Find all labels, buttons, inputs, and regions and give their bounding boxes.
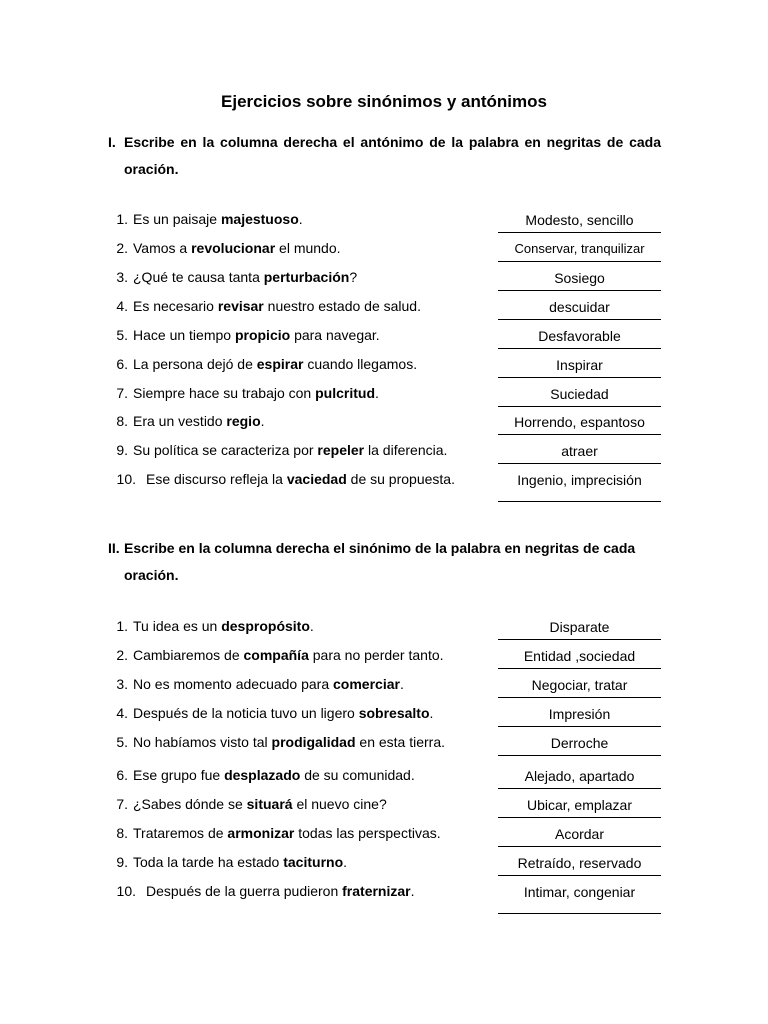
item-number: 7. [116,796,128,812]
sentence-text-after: para no perder tanto. [308,647,444,663]
bold-keyword: despropósito [221,618,310,634]
item-sentence [133,767,415,783]
list-item [0,442,768,462]
list-item [0,356,768,376]
sentence-text-before: Era un vestido [133,413,227,429]
sentence-text-before: Trataremos de [133,825,228,841]
answer-field[interactable]: Ubicar, emplazar [526,797,633,813]
sentence-text-before: Cambiaremos de [133,647,244,663]
answer-field[interactable]: Sosiego [554,270,605,286]
section-1-instruction [108,129,661,183]
item-sentence [133,796,387,812]
item-sentence [133,298,421,314]
item-sentence [133,854,347,870]
sentence-text-before: No es momento adecuado para [133,676,334,692]
answer-field[interactable]: Desfavorable [538,328,621,344]
bold-keyword: taciturno [283,854,344,870]
section-2-instruction [108,535,661,589]
item-number: 2. [116,240,128,256]
item-number: 8. [116,413,128,429]
item-number: 4. [116,705,128,721]
item-number: 3. [116,676,128,692]
bold-keyword: compañía [243,647,309,663]
sentence-text-after: . [298,211,303,227]
answer-underline [498,817,661,818]
list-item [0,413,768,433]
item-number: 6. [116,767,128,783]
answer-underline [498,875,661,876]
sentence-text-after: . [260,413,265,429]
list-item [0,385,768,405]
list-item [0,240,768,260]
page-title: Ejercicios sobre sinónimos y antónimos [221,92,547,111]
item-sentence [133,676,404,692]
answer-underline [498,639,661,640]
list-item [0,298,768,318]
sentence-text-after: en esta tierra. [355,734,446,750]
answer-field[interactable]: Modesto, sencillo [525,212,634,228]
answer-field[interactable]: Alejado, apartado [524,768,635,784]
sentence-text-before: Siempre hace su trabajo con [133,385,316,401]
answer-underline [498,846,661,847]
bold-keyword: prodigalidad [271,734,356,750]
item-number: 9. [116,442,128,458]
section-1-number: I. [108,134,116,150]
answer-underline [498,668,661,669]
item-sentence [146,471,455,487]
list-item [0,618,768,638]
bold-keyword: armonizar [227,825,295,841]
bold-keyword: desplazado [224,767,301,783]
item-sentence [133,618,314,634]
item-sentence [133,327,380,343]
list-item [0,327,768,347]
answer-field[interactable]: Inspirar [556,357,603,373]
item-sentence [133,442,447,458]
sentence-text-before: No habíamos visto tal [133,734,272,750]
sentence-text-before: ¿Qué te causa tanta [133,269,264,285]
sentence-text-before: Hace un tiempo [133,327,235,343]
sentence-text-after: . [429,705,434,721]
item-number: 1. [116,211,128,227]
sentence-text-before: Tu idea es un [133,618,222,634]
list-item [0,767,768,787]
sentence-text-before: La persona dejó de [133,356,257,372]
item-number: 2. [116,647,128,663]
item-number: 8. [116,825,128,841]
sentence-text-before: Toda la tarde ha estado [133,854,284,870]
bold-keyword: revisar [217,298,264,314]
item-sentence [133,211,303,227]
sentence-text-before: Después de la guerra pudieron [146,883,343,899]
list-item [0,883,768,903]
sentence-text-before: Es necesario [133,298,218,314]
item-sentence [133,734,445,750]
answer-field[interactable]: Intimar, congeniar [523,884,636,900]
item-number: 5. [116,327,128,343]
list-item [0,825,768,845]
item-number: 5. [116,734,128,750]
item-sentence [133,413,265,429]
answer-underline [498,726,661,727]
sentence-text-after: . [399,676,404,692]
section-2-number: II. [108,540,120,556]
sentence-text-after: para navegar. [290,327,380,343]
list-item [0,676,768,696]
bold-keyword: pulcritud [315,385,375,401]
sentence-text-after: ? [349,269,358,285]
answer-underline [498,755,661,756]
item-sentence [133,705,433,721]
answer-underline [498,788,661,789]
answer-field[interactable]: Acordar [554,826,605,842]
item-sentence [133,240,341,256]
answer-underline [498,232,661,233]
list-item [0,854,768,874]
answer-field[interactable]: Entidad ,sociedad [523,648,636,664]
answer-field[interactable]: atraer [561,443,598,459]
sentence-text-after: . [343,854,348,870]
answer-underline [498,463,661,464]
answer-underline [498,290,661,291]
answer-field[interactable]: Conservar, tranquilizar [514,241,645,256]
sentence-text-after: nuestro estado de salud. [263,298,421,314]
list-item [0,269,768,289]
bold-keyword: regio [226,413,261,429]
sentence-text-after: . [309,618,314,634]
answer-underline [498,501,661,502]
sentence-text-after: . [375,385,379,401]
answer-field[interactable]: Suciedad [550,386,609,402]
answer-field[interactable]: Impresión [548,706,611,722]
sentence-text-after: . [410,883,415,899]
item-number: 9. [116,854,128,870]
list-item [0,705,768,725]
item-sentence [133,385,379,401]
sentence-text-before: Vamos a [133,240,192,256]
answer-underline [498,319,661,320]
answer-underline [498,377,661,378]
answer-underline [498,348,661,349]
sentence-text-after: el mundo. [275,240,341,256]
sentence-text-after: cuando llegamos. [303,356,418,372]
bold-keyword: fraternizar [342,883,411,899]
item-sentence [133,647,444,663]
item-number: 10. [116,471,136,487]
item-number: 6. [116,356,128,372]
item-number: 7. [116,385,128,401]
sentence-text-before: Ese grupo fue [133,767,225,783]
item-number: 1. [116,618,128,634]
list-item [0,647,768,667]
answer-underline [498,697,661,698]
answer-field[interactable]: Ingenio, imprecisión [517,472,642,488]
bold-keyword: sobresalto [358,705,430,721]
section-1-instruction-text: Escribe en la columna derecha el antónimo de la palabra en negritas de cada oración. [124,134,661,177]
answer-field[interactable]: descuidar [549,299,610,315]
answer-underline [498,434,661,435]
bold-keyword: comerciar [333,676,400,692]
list-item [0,211,768,231]
sentence-text-after: el nuevo cine? [292,796,387,812]
list-item [0,734,768,754]
answer-underline [498,913,661,914]
bold-keyword: repeler [317,442,365,458]
sentence-text-before: Después de la noticia tuvo un ligero [133,705,359,721]
answer-field[interactable]: Disparate [549,619,610,635]
item-sentence [133,825,441,841]
bold-keyword: perturbación [263,269,350,285]
bold-keyword: espirar [256,356,304,372]
answer-field[interactable]: Retraído, reservado [517,855,642,871]
item-sentence [133,269,357,285]
sentence-text-after: de su propuesta. [346,471,455,487]
bold-keyword: revolucionar [191,240,276,256]
item-number: 3. [116,269,128,285]
sentence-text-after: todas las perspectivas. [294,825,441,841]
sentence-text-before: Es un paisaje [133,211,221,227]
sentence-text-before: Ese discurso refleja la [146,471,287,487]
sentence-text-before: Su política se caracteriza por [133,442,318,458]
item-sentence [133,356,417,372]
item-number: 10. [116,883,136,899]
item-sentence [146,883,415,899]
answer-underline [498,406,661,407]
list-item [0,471,768,491]
bold-keyword: majestuoso [220,211,299,227]
answer-field[interactable]: Derroche [550,735,609,751]
bold-keyword: situará [246,796,293,812]
sentence-text-after: la diferencia. [364,442,448,458]
bold-keyword: vaciedad [286,471,347,487]
bold-keyword: propicio [234,327,291,343]
answer-underline [498,261,661,262]
list-item [0,796,768,816]
section-2-instruction-text: Escribe en la columna derecha el sinónimo de la palabra en negritas de cada oración. [124,540,636,583]
answer-field[interactable]: Horrendo, espantoso [514,414,645,430]
sentence-text-before: ¿Sabes dónde se [133,796,247,812]
sentence-text-after: de su comunidad. [300,767,415,783]
answer-field[interactable]: Negociar, tratar [531,677,628,693]
item-number: 4. [116,298,128,314]
